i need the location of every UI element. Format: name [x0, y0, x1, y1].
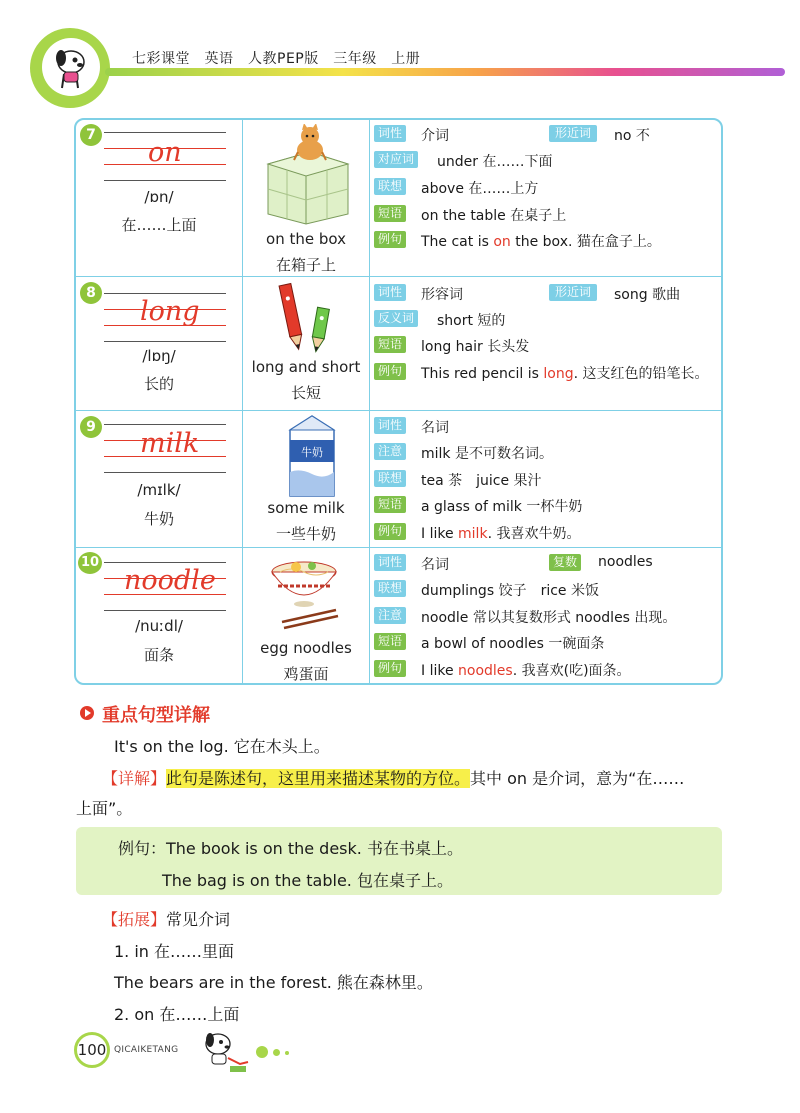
- explain-label: 【详解】: [102, 769, 167, 788]
- extension-label: 【拓展】: [102, 910, 167, 929]
- detail-text: long hair 长头发: [421, 339, 530, 355]
- word-meaning: 面条: [143, 646, 174, 664]
- example-sentence: [421, 660, 631, 680]
- picture-caption-cn: 鸡蛋面: [283, 665, 329, 683]
- example-text: . 这支红色的铅笔长。: [573, 366, 709, 382]
- vocab-word: on: [148, 137, 182, 168]
- writing-line: [104, 341, 226, 342]
- carton-label: 牛奶: [301, 446, 323, 459]
- tag-label: 例句: [374, 660, 406, 677]
- tag-label: 反义词: [374, 310, 418, 327]
- example-text: The cat is: [421, 234, 494, 250]
- tag-label: 短语: [374, 496, 406, 513]
- vocab-word: noodle: [124, 565, 216, 596]
- entry-number: 9: [80, 416, 102, 438]
- table-row-divider: [75, 276, 722, 277]
- detail-text: on the table 在桌子上: [421, 208, 567, 224]
- picture-caption-en: long and short: [251, 358, 361, 376]
- detail-text: 名词: [421, 557, 449, 573]
- example-text: This red pencil is: [421, 366, 544, 382]
- page-number: 100: [77, 1041, 107, 1059]
- writing-line: [104, 562, 226, 563]
- picture-caption-en: on the box: [266, 230, 346, 248]
- header-logo: [42, 38, 100, 96]
- example-sentence: [421, 363, 709, 383]
- tag-label: 注意: [374, 443, 406, 460]
- entry-number: 7: [80, 124, 102, 146]
- extension-example-1: The bears are in the forest. 熊在森林里。: [114, 973, 433, 992]
- explain-text: 其中 on 是介词，意为“在……: [470, 769, 685, 788]
- detail-text: song 歌曲: [614, 287, 681, 303]
- tag-label: 形近词: [549, 284, 597, 301]
- detail-text: no 不: [614, 128, 650, 144]
- example-highlight: milk: [458, 526, 488, 542]
- writing-line: [104, 610, 226, 611]
- tag-label: 复数: [549, 554, 581, 571]
- section-title: 重点句型详解: [102, 705, 210, 726]
- picture-caption-cn: 一些牛奶: [275, 525, 336, 543]
- table-row-divider: [75, 410, 722, 411]
- tag-label: 对应词: [374, 151, 418, 168]
- example-line-1: [118, 836, 463, 859]
- tag-label: 短语: [374, 633, 406, 650]
- writing-line: [104, 132, 226, 133]
- detail-text: noodles: [598, 554, 653, 570]
- writing-line: [104, 293, 226, 294]
- table-col-divider: [369, 119, 370, 684]
- tag-label: 词性: [374, 125, 406, 142]
- example-text: I like: [421, 526, 459, 542]
- explanation-continued: 上面”。: [76, 799, 133, 818]
- tag-label: 例句: [374, 523, 406, 540]
- key-sentence: It's on the log. 它在木头上。: [114, 737, 330, 756]
- detail-text: above 在……上方: [421, 181, 539, 197]
- footer-brand: QICAIKETANG: [114, 1045, 179, 1055]
- writing-line: [104, 180, 226, 181]
- pencils-picture: [268, 280, 344, 356]
- phonetic: /ɒn/: [144, 188, 174, 206]
- detail-text: 形容词: [421, 287, 463, 303]
- extension-heading: [102, 907, 230, 930]
- header-stripe: [105, 68, 785, 76]
- dog-mascot-icon: [200, 1028, 252, 1076]
- tag-label: 联想: [374, 580, 406, 597]
- decor-dot: [256, 1046, 268, 1058]
- dog-mascot-icon: [42, 38, 100, 96]
- phonetic: /lɒŋ/: [142, 347, 176, 365]
- detail-text: a bowl of noodles 一碗面条: [421, 636, 605, 652]
- table-row-divider: [75, 547, 722, 548]
- example-line-2: The bag is on the table. 包在桌子上。: [162, 871, 453, 890]
- table-col-divider: [242, 119, 243, 684]
- example-highlight: noodles: [458, 663, 513, 679]
- example-text: The book is on the desk. 书在书桌上。: [166, 839, 463, 858]
- tag-label: 联想: [374, 470, 406, 487]
- decor-dot: [273, 1049, 280, 1056]
- extension-item-1: 1. in 在……里面: [114, 942, 235, 961]
- detail-text: 介词: [421, 128, 449, 144]
- word-meaning: 长的: [143, 375, 174, 393]
- word-meaning: 牛奶: [143, 510, 174, 528]
- example-highlight: on: [493, 234, 511, 250]
- detail-text: milk 是不可数名词。: [421, 446, 553, 462]
- example-text: I like: [421, 663, 459, 679]
- egg-noodles-picture: [264, 552, 344, 632]
- detail-text: under 在……下面: [437, 154, 553, 170]
- tag-label: 词性: [374, 417, 406, 434]
- milk-carton-picture: [282, 412, 342, 500]
- picture-caption-cn: 长短: [290, 384, 321, 402]
- detail-text: noodle 常以其复数形式 noodles 出现。: [421, 610, 677, 626]
- example-label: 例句：: [118, 839, 167, 858]
- example-sentence: [421, 523, 580, 543]
- detail-text: short 短的: [437, 313, 506, 329]
- explanation-line: [102, 766, 684, 789]
- cat-on-box-picture: [258, 124, 354, 226]
- explain-highlight: 此句是陈述句，这里用来描述某物的方位。: [166, 769, 471, 788]
- picture-caption-cn: 在箱子上: [275, 256, 336, 274]
- vocab-word: long: [140, 296, 200, 327]
- picture-caption-en: egg noodles: [260, 639, 352, 657]
- detail-text: dumplings 饺子 rice 米饭: [421, 583, 599, 599]
- extension-item-2: 2. on 在……上面: [114, 1005, 240, 1024]
- tag-label: 词性: [374, 554, 406, 571]
- tag-label: 词性: [374, 284, 406, 301]
- extension-title: 常见介词: [166, 910, 231, 929]
- phonetic: /mɪlk/: [137, 481, 181, 499]
- phonetic: /nuːdl/: [135, 617, 183, 635]
- detail-text: a glass of milk 一杯牛奶: [421, 499, 583, 515]
- entry-number: 10: [78, 552, 102, 574]
- header-title: 七彩课堂 英语 人教PEP版 三年级 上册: [132, 51, 421, 67]
- detail-text: 名词: [421, 420, 449, 436]
- vocab-word: milk: [140, 428, 200, 459]
- example-sentence: [421, 231, 661, 251]
- decor-dot: [285, 1051, 289, 1055]
- writing-line: [104, 424, 226, 425]
- entry-number: 8: [80, 282, 102, 304]
- tag-label: 例句: [374, 363, 406, 380]
- tag-label: 短语: [374, 336, 406, 353]
- detail-text: tea 茶 juice 果汁: [421, 473, 542, 489]
- play-bullet-icon: [80, 706, 94, 720]
- example-highlight: long: [543, 366, 574, 382]
- tag-label: 注意: [374, 607, 406, 624]
- writing-line: [104, 472, 226, 473]
- picture-caption-en: some milk: [267, 499, 345, 517]
- tag-label: 联想: [374, 178, 406, 195]
- example-text: the box. 猫在盒子上。: [510, 234, 661, 250]
- tag-label: 短语: [374, 205, 406, 222]
- word-meaning: 在……上面: [121, 216, 197, 234]
- example-text: . 我喜欢牛奶。: [487, 526, 581, 542]
- example-text: . 我喜欢(吃)面条。: [512, 663, 631, 679]
- tag-label: 例句: [374, 231, 406, 248]
- tag-label: 形近词: [549, 125, 597, 142]
